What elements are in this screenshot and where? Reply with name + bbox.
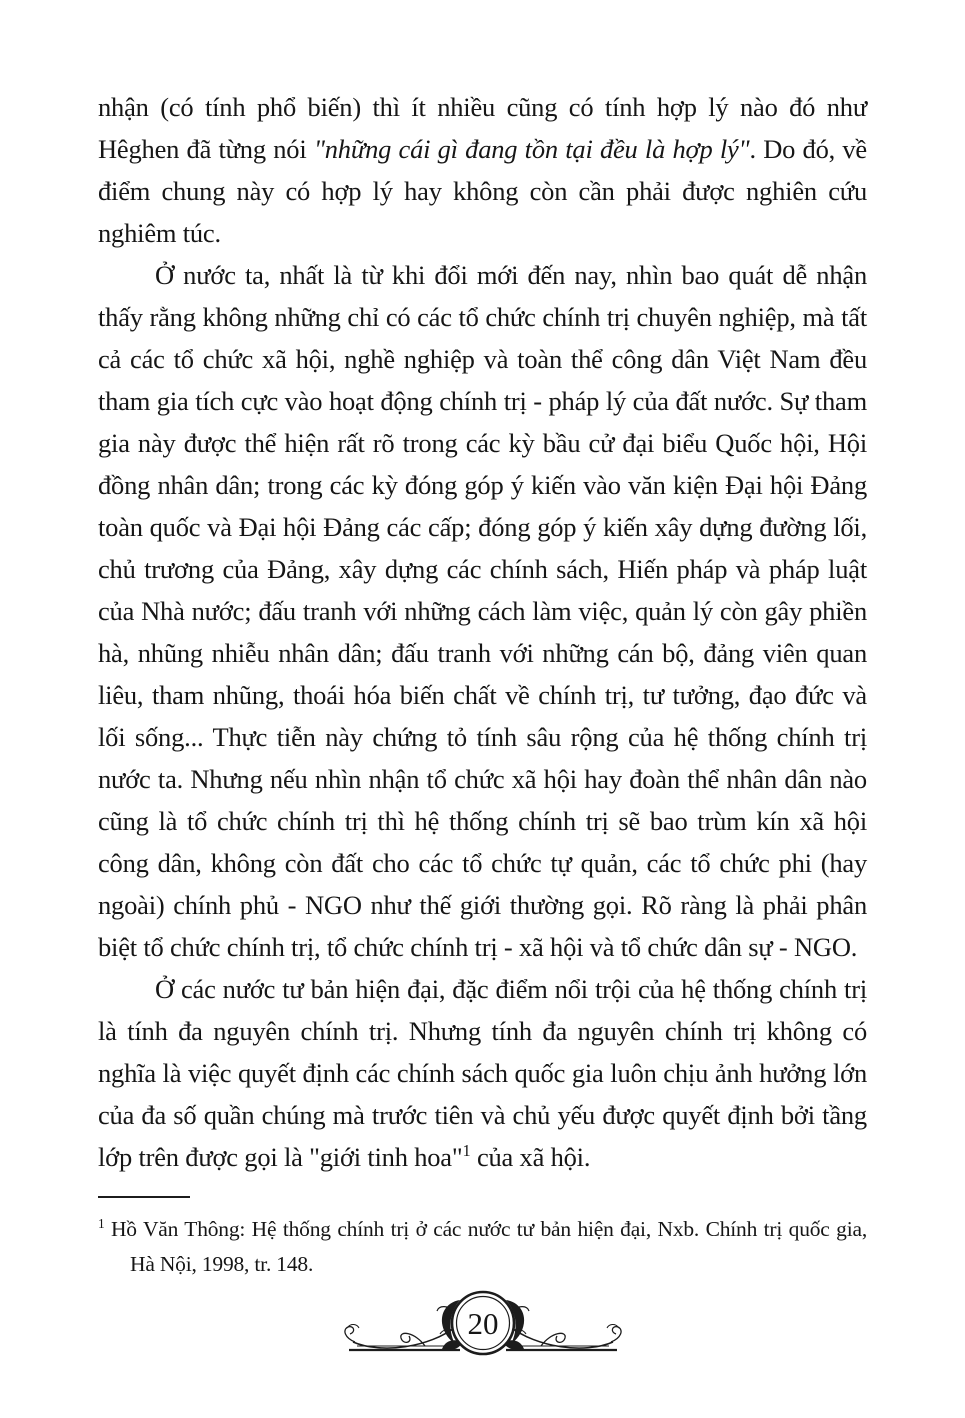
- page-number-ornament: [333, 1280, 633, 1376]
- footnote: [98, 1196, 867, 1282]
- paragraph: nhận (có tính phổ biến) thì ít nhiều cũng có tính hợp lý nào đó như Hêghen đã từng nói "những cái gì đang tồn tại đều là hợp lý". Do đó, về điểm chung này có hợp lý hay không còn cần phải được nghiên cứu nghiêm túc.: [98, 92, 867, 248]
- page-text-block: [98, 86, 867, 1282]
- paragraph: Ở nước ta, nhất là từ khi đổi mới đến nay, nhìn bao quát dễ nhận thấy rằng không những chỉ có các tổ chức chính trị chuyên nghiệp, mà tất cả các tổ chức xã hội, nghề nghiệp và toàn thể công dân Việt Nam đều tham gia tích cực vào hoạt động chính trị - pháp lý của đất nước. Sự tham gia này được thể hiện rất rõ trong các kỳ bầu cử đại biểu Quốc hội, Hội đồng nhân dân; trong các kỳ đóng góp ý kiến vào văn kiện Đại hội Đảng toàn quốc và Đại hội Đảng các cấp; đóng góp ý kiến xây dựng đường lối, chủ trương của Đảng, xây dựng các chính sách, Hiến pháp và pháp luật của Nhà nước; đấu tranh với những cách làm việc, quản lý còn gây phiền hà, nhũng nhiễu nhân dân; đấu tranh với những cán bộ, đảng viên quan liêu, tham nhũng, thoái hóa biến chất về chính trị, tư tưởng, đạo đức và lối sống... Thực tiễn này chứng tỏ tính sâu rộng của hệ thống chính trị nước ta. Nhưng nếu nhìn nhận tổ chức xã hội hay đoàn thể nhân dân nào cũng là tổ chức chính trị thì hệ thống chính trị sẽ bao trùm kín xã hội công dân, không còn đất cho các tổ chức tự quản, các tổ chức phi (hay ngoài) chính phủ - NGO như thế giới thường gọi. Rõ ràng là phải phân biệt tổ chức chính trị, tổ chức chính trị - xã hội và tổ chức dân sự - NGO.: [98, 260, 867, 962]
- page-number: 20: [467, 1306, 498, 1341]
- footnote-text: $^1$ Hồ Văn Thông: Hệ thống chính trị ở các nước tư bản hiện đại, Nxb. Chính trị quốc gia, Hà Nội, 1998, tr. 148.: [98, 1215, 867, 1276]
- footnote-divider: [98, 1196, 190, 1198]
- page-footer-ornament: [0, 1280, 965, 1376]
- paragraph: Ở các nước tư bản hiện đại, đặc điểm nổi trội của hệ thống chính trị là tính đa nguyên chính trị. Nhưng tính đa nguyên chính trị không có nghĩa là việc quyết định các chính sách quốc gia luôn chịu ảnh hưởng lớn của đa số quần chúng mà trước tiên và chủ yếu được quyết định bởi tầng lớp trên được gọi là "giới tinh hoa"$^1$ của xã hội.: [98, 974, 867, 1172]
